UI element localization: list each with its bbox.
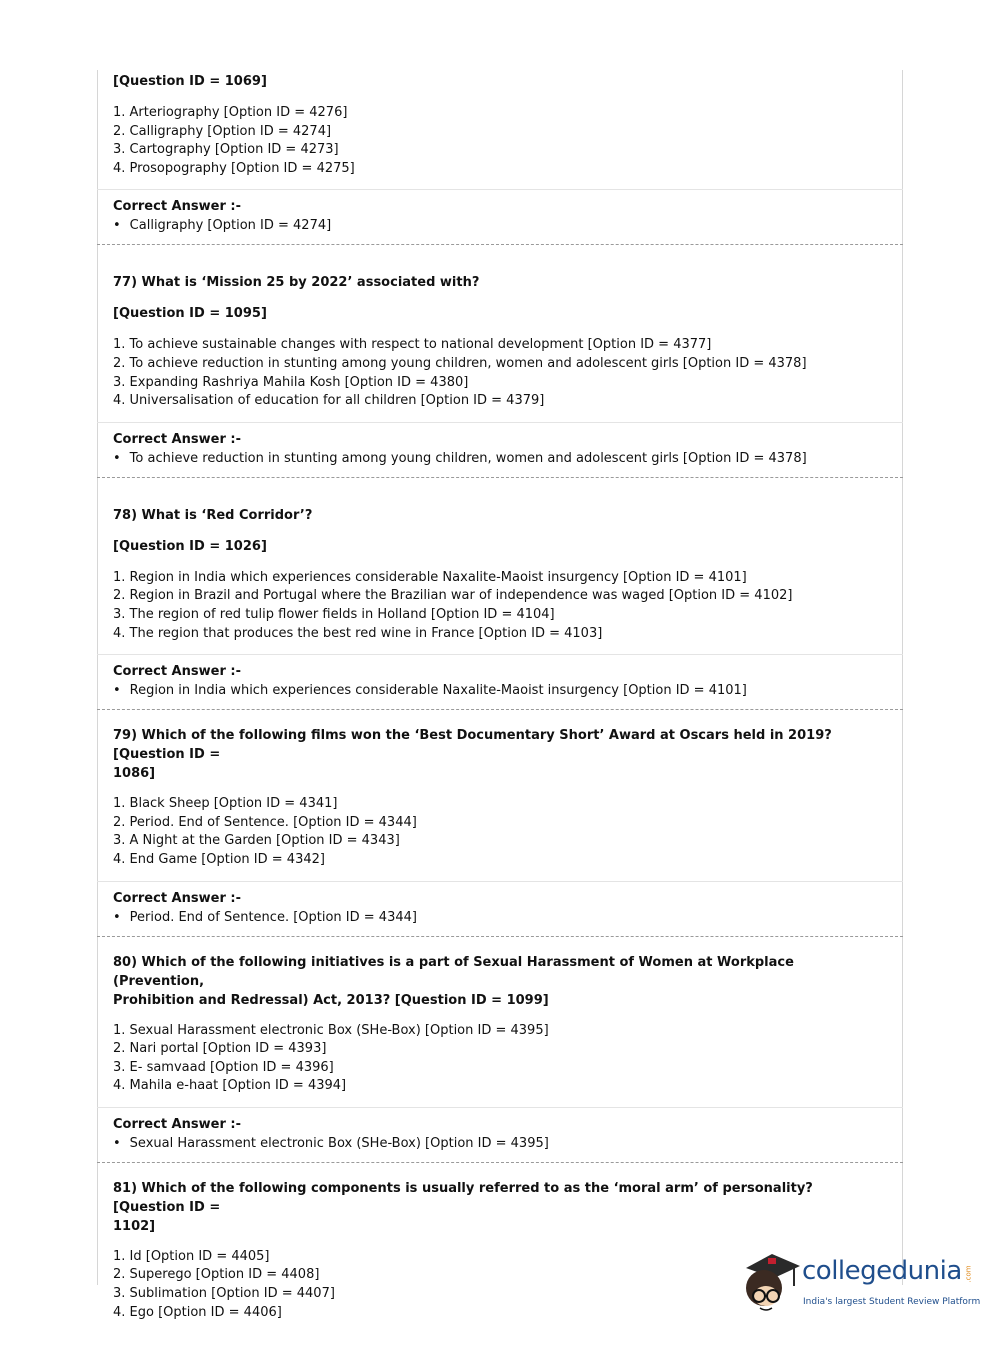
question-79 [97,710,903,869]
question-id: [Question ID = 1069] [113,74,267,89]
answer-78 [97,654,903,709]
correct-answer: • To achieve reduction in stunting among young children, women and adolescent girls [Option ID = 4378] [113,450,887,468]
option: 4. Ego [Option ID = 4406] [113,1304,282,1320]
option: 1. Sexual Harassment electronic Box (SHe-Box) [Option ID = 4395] [113,1022,549,1038]
option: 4. Prosopography [Option ID = 4275] [113,160,355,176]
option: 1. To achieve sustainable changes with respect to national development [Option ID = 4377] [113,337,712,353]
option: 2. Region in Brazil and Portugal where the Brazilian war of independence was waged [Option ID = 4102] [113,588,793,604]
options-list [113,104,887,178]
answer-77 [97,422,903,477]
question-76 [97,70,903,178]
correct-answer: • Calligraphy [Option ID = 4274] [113,217,887,235]
option: 3. The region of red tulip flower fields in Holland [Option ID = 4104] [113,606,555,622]
correct-answer: • Sexual Harassment electronic Box (SHe-Box) [Option ID = 4395] [113,1135,887,1153]
question-80 [97,937,903,1096]
mascot-icon [742,1248,804,1318]
option: 3. Cartography [Option ID = 4273] [113,142,339,158]
logo-suffix: .com [964,1265,973,1283]
option: 3. Expanding Rashriya Mahila Kosh [Option ID = 4380] [113,374,469,390]
option: 1. Id [Option ID = 4405] [113,1248,270,1264]
option: 1. Region in India which experiences considerable Naxalite-Maoist insurgency [Option ID = 4101] [113,569,747,585]
options-list [113,795,887,869]
question-title-line-1: 80) Which of the following initiatives is a part of Sexual Harassment of Women at Workplace (Prevention, [113,954,794,989]
question-78 [97,478,903,643]
question-title-line-1: 79) Which of the following films won the ‘Best Documentary Short’ Award at Oscars held in 2019? [Question ID = [113,728,832,763]
answer-76 [97,189,903,244]
question-title-line-2: 1086] [113,766,156,782]
answer-title: Correct Answer :- [113,199,241,215]
answer-title: Correct Answer :- [113,1116,241,1132]
correct-answer: • Period. End of Sentence. [Option ID = 4344] [113,909,887,927]
option: 2. To achieve reduction in stunting among young children, women and adolescent girls [Option ID = 4378] [113,355,807,371]
option: 3. A Night at the Garden [Option ID = 4343] [113,833,400,849]
option: 4. The region that produces the best red wine in France [Option ID = 4103] [113,625,603,641]
answer-title: Correct Answer :- [113,664,241,680]
option: 3. Sublimation [Option ID = 4407] [113,1286,335,1302]
document-content [97,70,903,1322]
option: 4. End Game [Option ID = 4342] [113,851,325,867]
question-title-line-1: 81) Which of the following components is usually referred to as the ‘moral arm’ of personality? [Question ID = [113,1180,813,1215]
options-list [113,1022,887,1096]
options-list [113,569,887,643]
logo-tagline: India's largest Student Review Platform [803,1297,981,1307]
answer-title: Correct Answer :- [113,431,241,447]
logo-wordmark: collegedunia [802,1256,962,1286]
option: 2. Calligraphy [Option ID = 4274] [113,123,332,139]
question-title: 78) What is ‘Red Corridor’? [113,507,313,523]
question-77 [97,245,903,410]
option: 2. Period. End of Sentence. [Option ID = 4344] [113,814,417,830]
option: 4. Universalisation of education for all children [Option ID = 4379] [113,393,545,409]
question-title: 77) What is ‘Mission 25 by 2022’ associated with? [113,275,480,291]
question-id: [Question ID = 1095] [113,306,267,322]
question-title-line-2: 1102] [113,1218,156,1234]
answer-80 [97,1107,903,1162]
question-title-line-2: Prohibition and Redressal) Act, 2013? [Question ID = 1099] [113,992,549,1008]
option: 2. Nari portal [Option ID = 4393] [113,1041,327,1057]
option: 4. Mahila e-haat [Option ID = 4394] [113,1078,347,1094]
option: 1. Arteriography [Option ID = 4276] [113,105,348,120]
answer-title: Correct Answer :- [113,890,241,906]
question-id: [Question ID = 1026] [113,538,267,554]
correct-answer: • Region in India which experiences considerable Naxalite-Maoist insurgency [Option ID = 4101] [113,682,887,700]
answer-79 [97,881,903,936]
collegedunia-logo[interactable] [742,1248,981,1318]
option: 2. Superego [Option ID = 4408] [113,1267,320,1283]
options-list [113,336,887,410]
option: 3. E- samvaad [Option ID = 4396] [113,1059,334,1075]
option: 1. Black Sheep [Option ID = 4341] [113,796,338,812]
